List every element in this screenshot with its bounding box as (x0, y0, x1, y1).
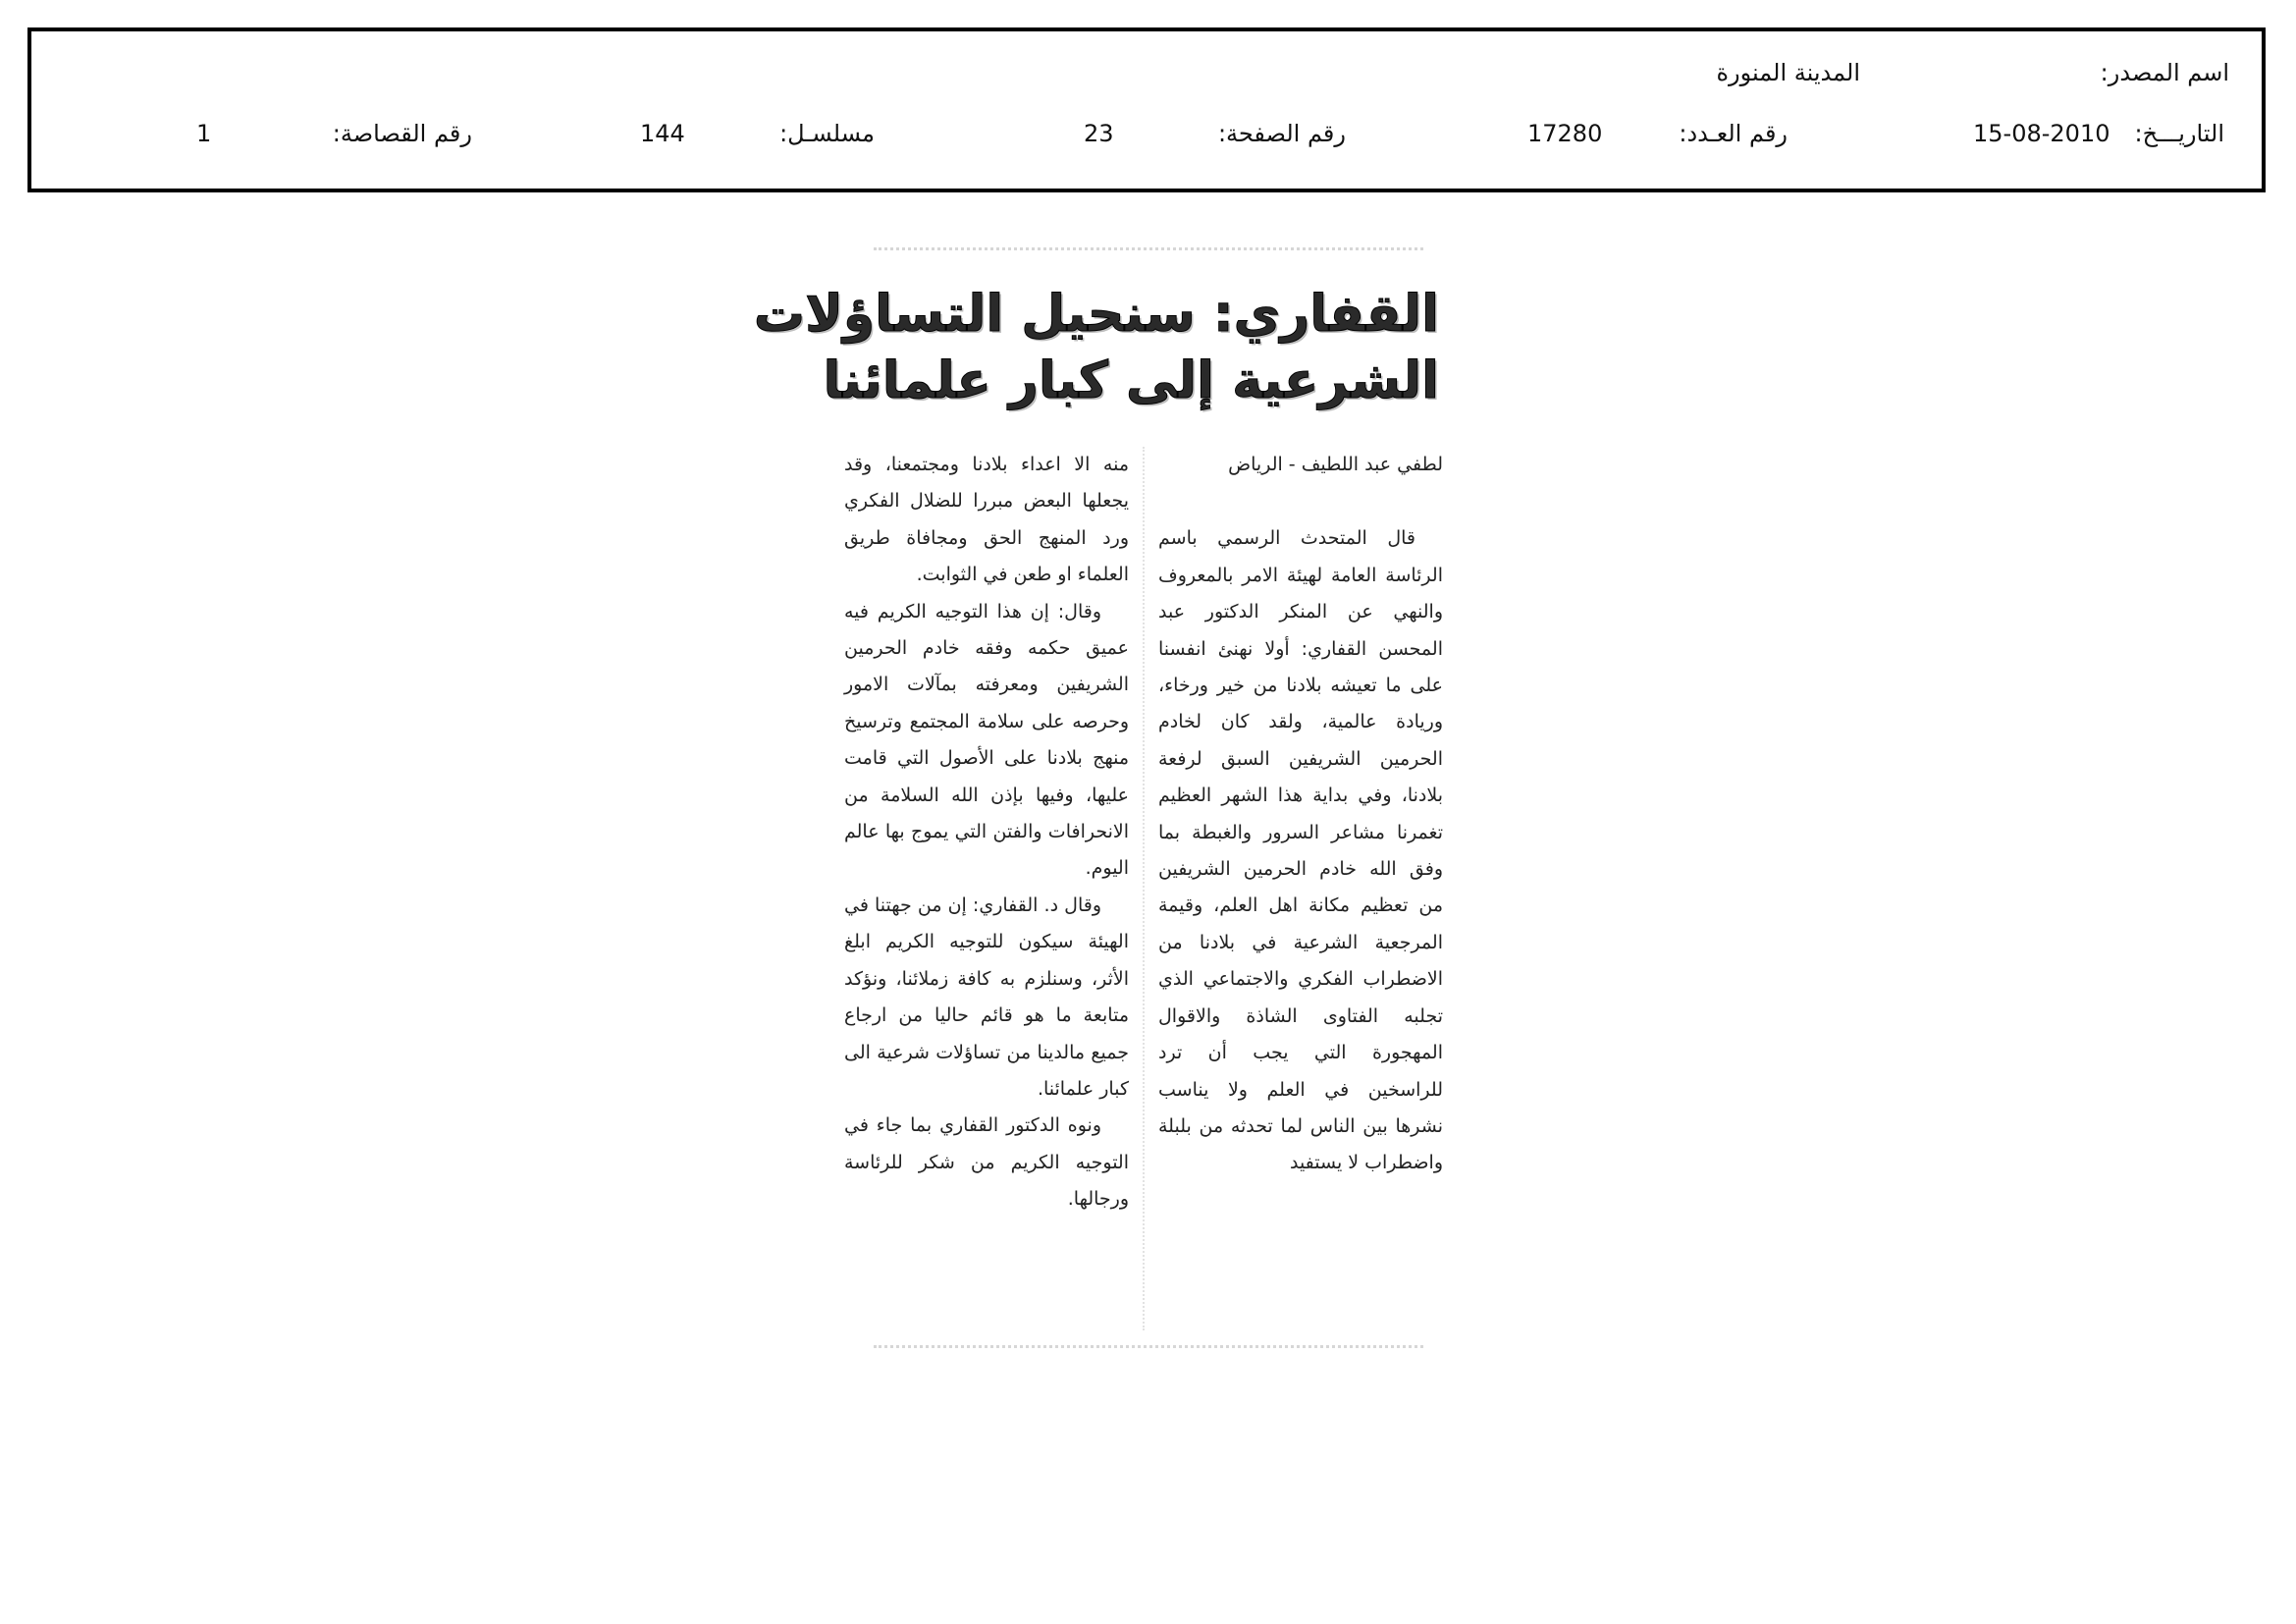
issue-label: رقم العـدد: (1679, 120, 1788, 147)
article-column-right (1158, 447, 1443, 1182)
page-value: 23 (1084, 120, 1114, 147)
serial-label: مسلسـل: (779, 120, 875, 147)
article-paragraph: منه الا اعداء بلادنا ومجتمعنا، وقد يجعلها البعض مبررا للضلال الفكري ورد المنهج الحق ومجافاة طريق العلماء او طعن في الثوابت. (844, 454, 1129, 586)
metadata-header-box (27, 27, 2266, 192)
serial-value: 144 (640, 120, 685, 147)
issue-value: 17280 (1527, 120, 1603, 147)
column-divider (1143, 447, 1145, 1330)
scan-edge-top (874, 247, 1423, 256)
date-label: التاريـــخ: (2134, 120, 2224, 147)
article-paragraph: ونوه الدكتور القفاري بما جاء في التوجيه الكريم من شكر للرئاسة ورجالها. (844, 1114, 1129, 1211)
article-paragraph: وقال د. القفاري: إن من جهتنا في الهيئة سيكون للتوجيه الكريم ابلغ الأثر، وسنلزم به كافة زملائنا، ونؤكد متابعة ما هو قائم حاليا من ارجاع جميع مالدينا من تساؤلات شرعية الى كبار علمائنا. (844, 893, 1129, 1100)
source-value: المدينة المنورة (1716, 59, 1860, 86)
scan-edge-bottom (874, 1345, 1423, 1354)
source-label: اسم المصدر: (2100, 59, 2229, 86)
article-paragraph: وقال: إن هذا التوجيه الكريم فيه عميق حكمه وفقه خادم الحرمين الشريفين ومعرفته بمآلات الامور وحرصه على سلامة المجتمع وترسيخ منهج بلادنا على الأصول التي قامت عليها، وفيها بإذن الله السلامة من الانحرافات والفتن التي يموج بها عالم اليوم. (844, 600, 1129, 880)
clip-number-label: رقم القصاصة: (332, 120, 472, 147)
page-label: رقم الصفحة: (1217, 120, 1346, 147)
clip-number-value: 1 (196, 120, 212, 147)
article-paragraph: قال المتحدث الرسمي باسم الرئاسة العامة لهيئة الامر بالمعروف والنهي عن المنكر الدكتور عبد المحسن القفاري: أولا نهنئ انفسنا على ما تعيشه بلادنا من خير ورخاء، وريادة عالمية، ولقد كان لخادم الحرمين الشريفين السبق لرفعة بلادنا، وفي بداية هذا الشهر العظيم تغمرنا مشاعر السرور والغبطة بما وفق الله خادم الحرمين الشريفين من تعظيم مكانة اهل العلم، وقيمة المرجعية الشرعية في بلادنا من الاضطراب الفكري والاجتماعي الذي تجلبه الفتاوى الشاذة والاقوال المهجورة التي يجب أن ترد للراسخين في العلم ولا يناسب نشرها بين الناس لما تحدثه من بلبلة واضطراب لا يستفيد (1158, 527, 1443, 1174)
article-column-left (844, 447, 1129, 1218)
headline-line-1: القفاري: سنحيل التساؤلات (753, 285, 1439, 344)
newspaper-clipping (753, 236, 1443, 1365)
date-value: 15-08-2010 (1973, 120, 2110, 147)
byline: لطفي عبد اللطيف - الرياض (1228, 454, 1443, 475)
headline-line-2: الشرعية إلى كبار علمائنا (823, 352, 1439, 410)
